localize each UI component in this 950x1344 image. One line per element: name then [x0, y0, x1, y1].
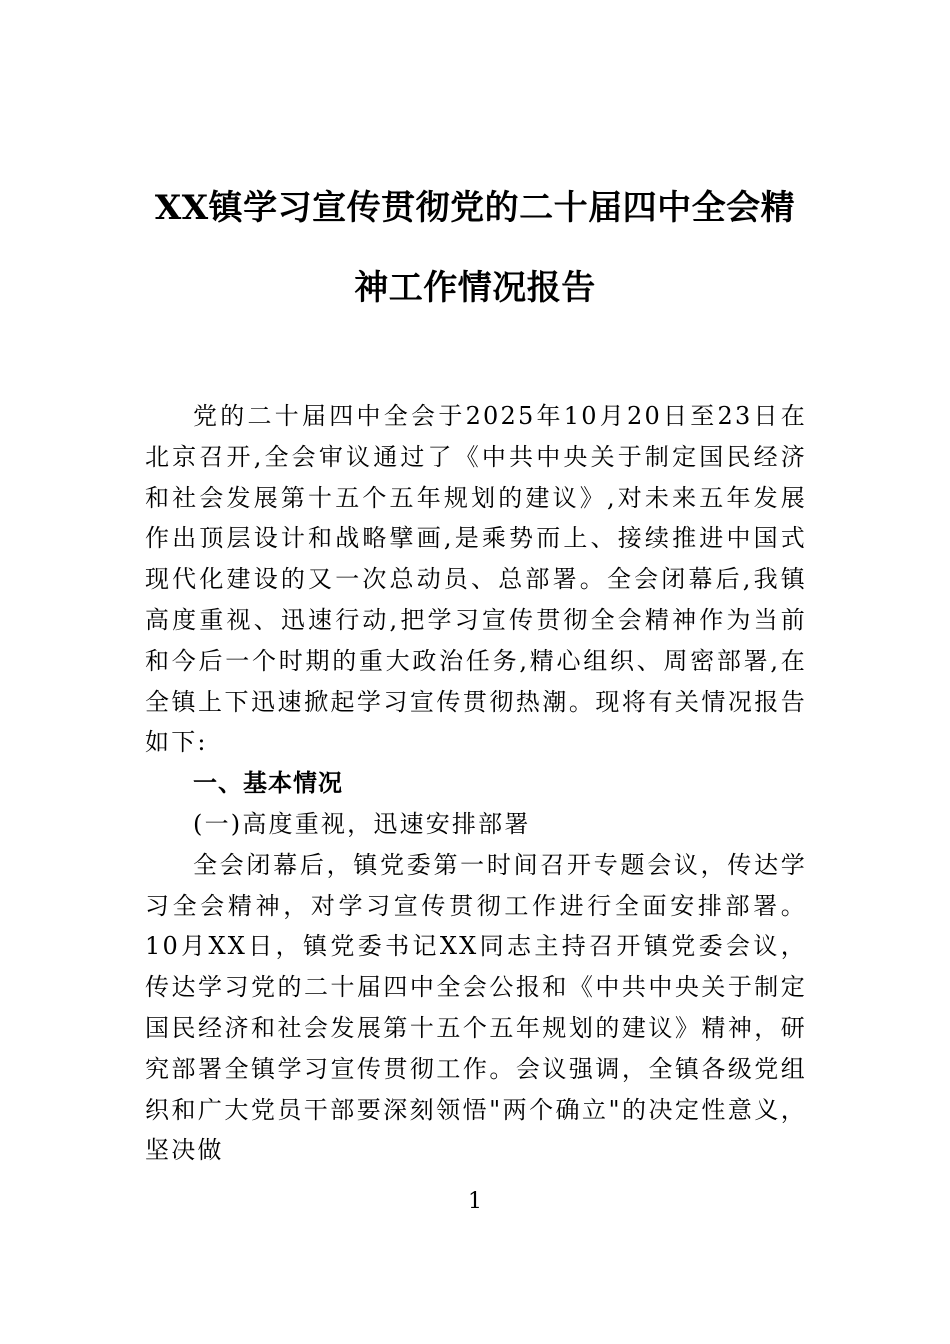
- deployment-paragraph: 全会闭幕后，镇党委第一时间召开专题会议，传达学习全会精神，对学习宣传贯彻工作进行全面安排部署。10月XX日，镇党委书记XX同志主持召开镇党委会议，传达学习党的二十届四中全会公报和《中共中央关于制定国民经济和社会发展第十五个五年规划的建议》精神，研究部署全镇学习宣传贯彻工作。会议强调，全镇各级党组织和广大党员干部要深刻领悟"两个确立"的决定性意义，坚决做: [145, 850, 807, 1165]
- title-line-1: XX镇学习宣传贯彻党的二十届四中全会精: [154, 188, 796, 228]
- page-number: 1: [468, 1189, 482, 1214]
- title-line-2: 神工作情况报告: [354, 268, 596, 308]
- section-heading-basic-situation: 一、基本情况: [193, 769, 343, 798]
- subsection-heading-deployment: (一)高度重视，迅速安排部署: [193, 809, 531, 838]
- document-title: [120, 168, 830, 328]
- document-body: [145, 396, 807, 1171]
- intro-paragraph: 党的二十届四中全会于2025年10月20日至23日在北京召开,全会审议通过了《中共中央关于制定国民经济和社会发展第十五个五年规划的建议》,对未来五年发展作出顶层设计和战略擘画,是乘势而上、接续推进中国式现代化建设的又一次总动员、总部署。全会闭幕后,我镇高度重视、迅速行动,把学习宣传贯彻全会精神作为当前和今后一个时期的重大政治任务,精心组织、周密部署,在全镇上下迅速掀起学习宣传贯彻热潮。现将有关情况报告如下:: [145, 402, 807, 757]
